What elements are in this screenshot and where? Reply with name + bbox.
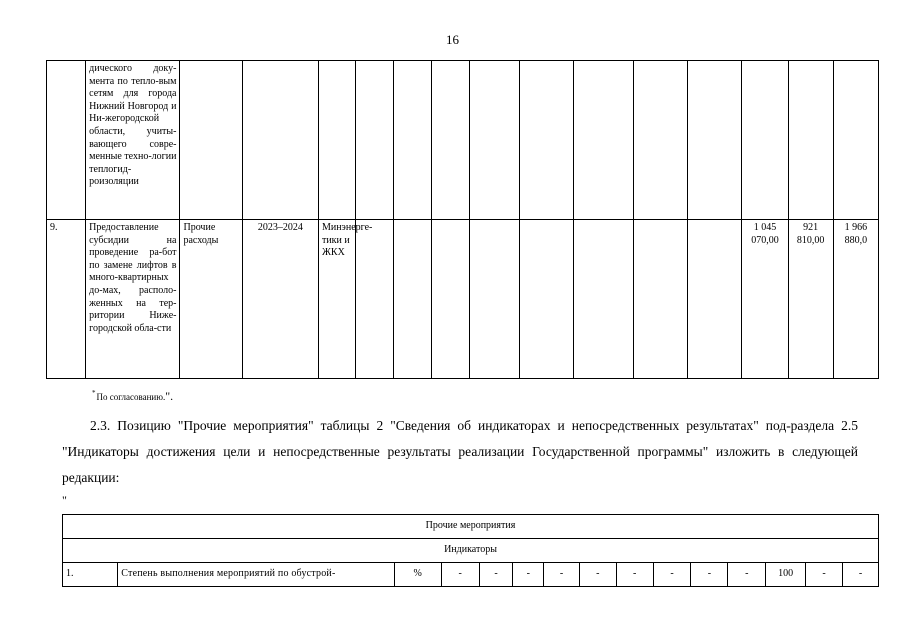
table-row (63, 563, 879, 587)
cell-index: 1. (63, 563, 118, 587)
cell-period: 2023–2024 (242, 220, 318, 379)
cell-value: 1 966 880,0 (833, 220, 878, 379)
cell-value: - (653, 563, 691, 587)
footnote-closing-quote: ". (165, 389, 174, 403)
cell-measure-name: дического доку-мента по тепло-вым сетям для города Нижний Новгород и Ни-жегородской области, учиты-вающего совре-менные техно-логии теплогид-роизоляции (86, 61, 180, 220)
cell-indicator-name: Степень выполнения мероприятий по обустрой- (118, 563, 394, 587)
cell-value: - (544, 563, 580, 587)
cell-value: - (842, 563, 878, 587)
cell-expense-type: Прочие расходы (180, 220, 242, 379)
table-row (47, 61, 879, 220)
footnote-text: По согласованию. (96, 392, 166, 402)
cell-value: - (579, 563, 616, 587)
table-row (63, 539, 879, 563)
cell-value: - (441, 563, 479, 587)
cell-value: - (728, 563, 766, 587)
section-title: Прочие мероприятия (63, 515, 879, 539)
indicators-table (62, 514, 879, 587)
footnote-mark: * (92, 389, 96, 397)
cell-value: 100 (766, 563, 806, 587)
cell-executor: Минэнерге-тики и ЖКХ (318, 220, 355, 379)
footnote (92, 389, 173, 404)
opening-quote: " (62, 493, 67, 507)
cell-measure-name: Предоставление субсидии на проведение ра-бот по замене лифтов в много-квартирных до-мах, располо-женных на тер-ритории Ниже-городской обла-сти (86, 220, 180, 379)
cell-value: - (513, 563, 544, 587)
cell-value: - (806, 563, 843, 587)
cell-value: 921 810,00 (788, 220, 833, 379)
cell-value: 1 045 070,00 (742, 220, 788, 379)
amendment-paragraph: 2.3. Позицию "Прочие мероприятия" таблицы 2 "Сведения об индикаторах и непосредственных результатах" под-раздела 2.5 "Индикаторы достижения цели и непосредственные результаты реализации Государственной программы" изложить в следующей редакции: (62, 418, 858, 485)
table-row (63, 515, 879, 539)
cell-value: - (479, 563, 513, 587)
program-measures-table (46, 60, 879, 379)
cell-unit: % (394, 563, 441, 587)
table-row (47, 220, 879, 379)
cell-value: - (691, 563, 728, 587)
cell-value: - (616, 563, 653, 587)
subsection-title: Индикаторы (63, 539, 879, 563)
cell-index: 9. (47, 220, 86, 379)
page-number: 16 (446, 32, 459, 47)
cell-index (47, 61, 86, 220)
